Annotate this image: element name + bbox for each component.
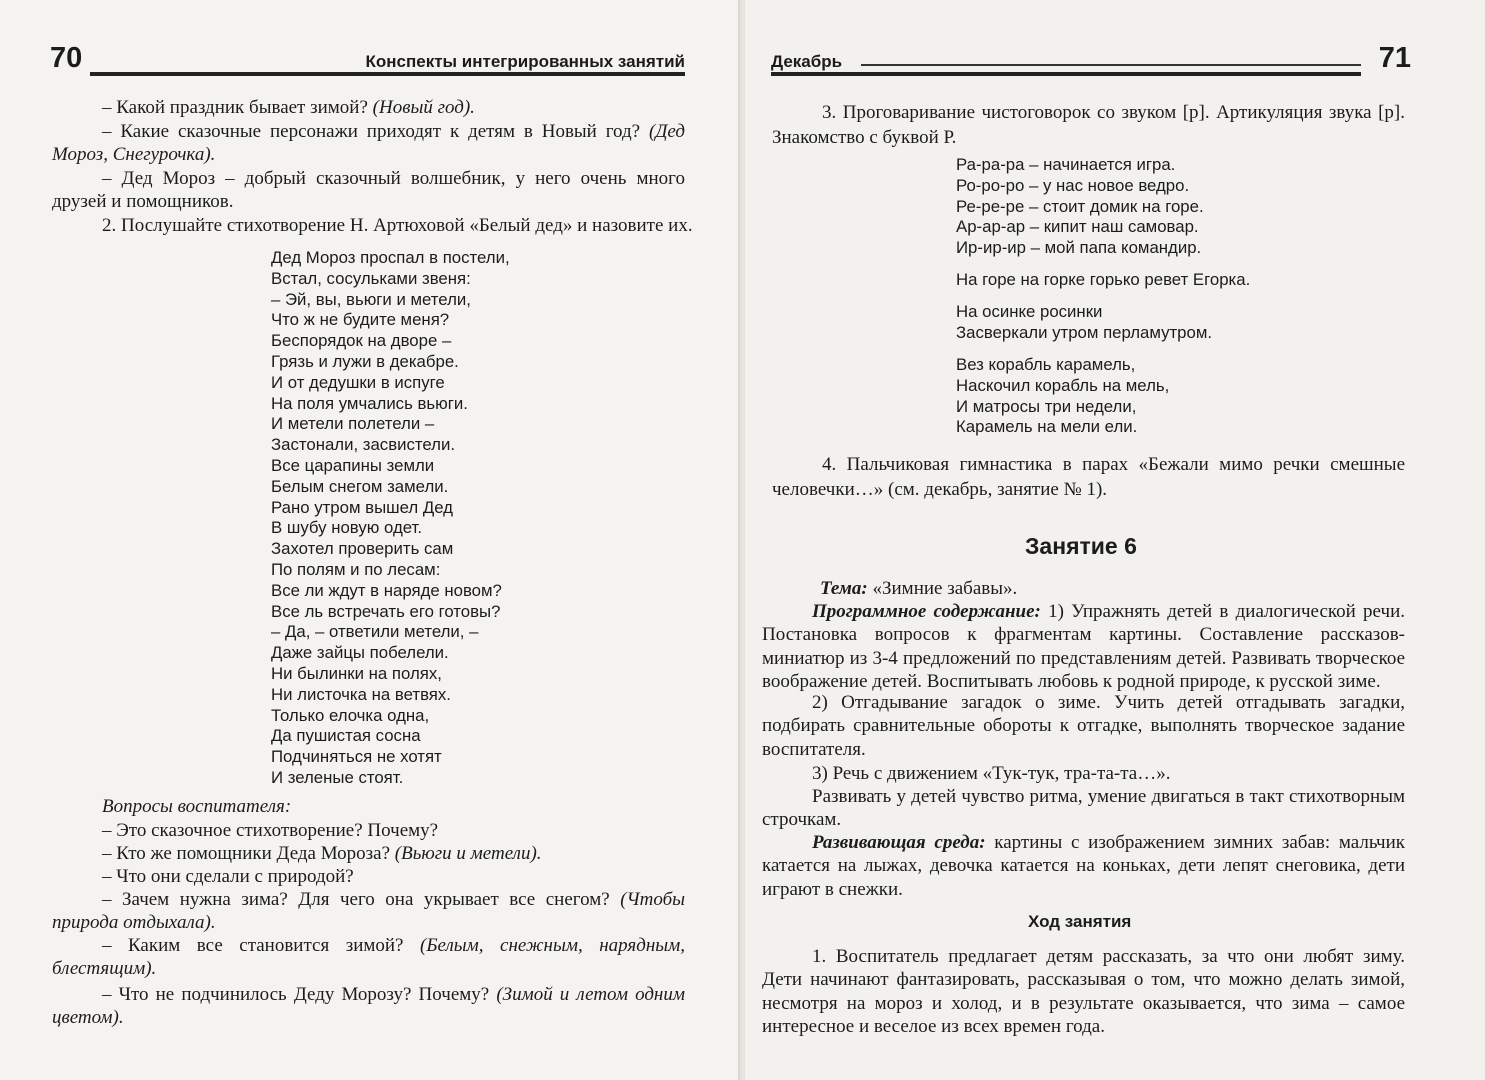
- question-line: – Что не подчинилось Деду Морозу? Почему? (Зимой и летом одним цветом).: [52, 984, 685, 1029]
- poem-line: Рано утром вышел Дед: [271, 497, 453, 517]
- poem-line: Ни былинки на полях,: [271, 663, 442, 683]
- patter-line: Ре-ре-ре – стоит домик на горе.: [956, 196, 1204, 216]
- poem-line: Беспорядок на дворе –: [271, 331, 452, 351]
- page-number: 71: [1378, 42, 1411, 74]
- poem-line: Что ж не будите меня?: [271, 310, 450, 330]
- poem-line: И зеленые стоят.: [271, 767, 404, 787]
- intro-line: – Какой праздник бывает зимой? (Новый год).: [102, 97, 475, 118]
- intro-line: 2. Послушайте стихотворение Н. Артюховой «Белый дед» и назовите их.: [102, 215, 693, 236]
- poem-line: Да пушистая сосна: [271, 726, 421, 746]
- poem-line: Дед Мороз проспал в постели,: [271, 248, 510, 267]
- intro-line: – Дед Мороз – добрый сказочный волшебник, у него очень много друзей и помощников.: [52, 168, 685, 213]
- environment: Развивающая среда: картины с изображением зимних забав: мальчик катается на лыжах, девочка катается на коньках, дети лепят снеговика, дети играют в снежки.: [762, 832, 1406, 900]
- page-number: 70: [50, 42, 83, 74]
- header-rule: [771, 72, 1361, 76]
- left-header: [50, 42, 685, 76]
- verse-line: На осинке росинки: [956, 302, 1103, 321]
- poem-line: На поля умчались вьюги.: [271, 393, 468, 413]
- program-item-3: 3) Речь с движением «Тук-тук, тра-та-та…».: [812, 763, 1171, 784]
- question-line: – Зачем нужна зима? Для чего она укрывает все снегом? (Чтобы природа отдыхала).: [52, 889, 685, 934]
- question-line: – Это сказочное стихотворение? Почему?: [102, 820, 439, 841]
- verse-line: Наскочил корабль на мель,: [956, 375, 1170, 395]
- verse-line: Засверкали утром перламутром.: [956, 322, 1213, 342]
- patter-line: Ир-ир-ир – мой папа командир.: [956, 238, 1202, 258]
- poem-line: – Эй, вы, вьюги и метели,: [271, 289, 471, 309]
- poem-line: Застонали, засвистели.: [271, 435, 455, 455]
- question-line: – Каким все становится зимой? (Белым, снежным, нарядным, блестящим).: [52, 935, 685, 980]
- verse-line: Карамель на мели ели.: [956, 417, 1138, 437]
- poem-white-grandfather: [271, 248, 510, 789]
- patter-line: Ро-ро-ро – у нас новое ведро.: [956, 175, 1190, 195]
- running-title: Конспекты интегрированных занятий: [365, 52, 685, 71]
- item-4: 4. Пальчиковая гимнастика в парах «Бежали мимо речки смешные человечки…» (см. декабрь, занятие № 1).: [772, 454, 1405, 500]
- right-page: [745, 0, 1485, 1080]
- poem-line: Только елочка одна,: [271, 705, 430, 725]
- program-item-2: 2) Отгадывание загадок о зиме. Учить детей отгадывать загадки, подбирать сравнительные обороты к отгадке, выполнять творческое задание воспитателя.: [762, 692, 1405, 760]
- intro-line: – Какие сказочные персонажи приходят к детям в Новый год? (Дед Мороз, Снегурочка).: [52, 121, 685, 166]
- poem-line: Все царапины земли: [271, 455, 435, 475]
- poem-line: Даже зайцы побелели.: [271, 643, 449, 663]
- verse-line: И матросы три недели,: [956, 396, 1137, 416]
- header-rule: [90, 72, 685, 76]
- running-title: Декабрь: [771, 52, 843, 71]
- verse-dew: [956, 302, 1212, 344]
- question-line: – Кто же помощники Деда Мороза? (Вьюги и метели).: [102, 843, 542, 864]
- poem-line: В шубу новую одет.: [271, 518, 422, 538]
- poem-line: По полям и по лесам:: [271, 559, 441, 579]
- poem-line: И от дедушки в испуге: [271, 372, 445, 392]
- verse-line: Вез корабль карамель,: [956, 355, 1136, 374]
- lesson-title: Занятие 6: [1025, 533, 1137, 559]
- left-page: [0, 0, 740, 1080]
- question-line: – Что они сделали с природой?: [102, 866, 354, 887]
- poem-line: Грязь и лужи в декабре.: [271, 351, 459, 371]
- poem-line: Белым снегом замели.: [271, 476, 449, 496]
- patter-line: Ра-ра-ра – начинается игра.: [956, 155, 1176, 174]
- course-item-1: 1. Воспитатель предлагает детям рассказать, за что они любят зиму. Дети начинают фантазировать, рассказывая о том, что можно делать зимой, несмотря на мороз и холод, и в результате оказывается, что зима – самое интересное и веселое из всех времен года.: [762, 946, 1405, 1038]
- poem-line: – Да, – ответили метели, –: [271, 622, 479, 642]
- patter-line: Ар-ар-ар – кипит наш самовар.: [956, 217, 1199, 237]
- item-3: 3. Проговаривание чистоговорок со звуком [р]. Артикуляция звука [р]. Знакомство с буквой Р.: [772, 102, 1405, 148]
- poem-line: Встал, сосульками звеня:: [271, 268, 471, 288]
- poem-line: Подчиняться не хотят: [271, 747, 442, 767]
- poem-line: Все ль встречать его готовы?: [271, 601, 501, 621]
- poem-line: Ни листочка на ветвях.: [271, 684, 451, 704]
- header-rule-thin: [861, 64, 1361, 66]
- program-content: Программное содержание: 1) Упражнять детей в диалогической речи. Постановка вопросов к фрагментам картины. Составление рассказов-миниатюр из 3-4 предложений по представлениям детей. Развивать творческое воображение детей. Воспитывать любовь к родной природе, к русской зиме.: [762, 601, 1405, 693]
- right-header: [771, 42, 1411, 76]
- poem-line: И метели полетели –: [271, 414, 435, 434]
- patter-lines: [956, 155, 1204, 259]
- course-title: Ход занятия: [1028, 912, 1132, 931]
- rhythm-line: Развивать у детей чувство ритма, умение двигаться в такт стихотворным строчкам.: [762, 786, 1405, 831]
- verse-ship: [956, 355, 1169, 438]
- questions-heading: Вопросы воспитателя:: [102, 796, 292, 817]
- tongue-twister: На горе на горке горько ревет Егорка.: [956, 270, 1251, 289]
- poem-line: Все ли ждут в наряде новом?: [271, 580, 502, 600]
- poem-line: Захотел проверить сам: [271, 539, 454, 559]
- theme-line: Тема: «Зимние забавы».: [820, 578, 1018, 599]
